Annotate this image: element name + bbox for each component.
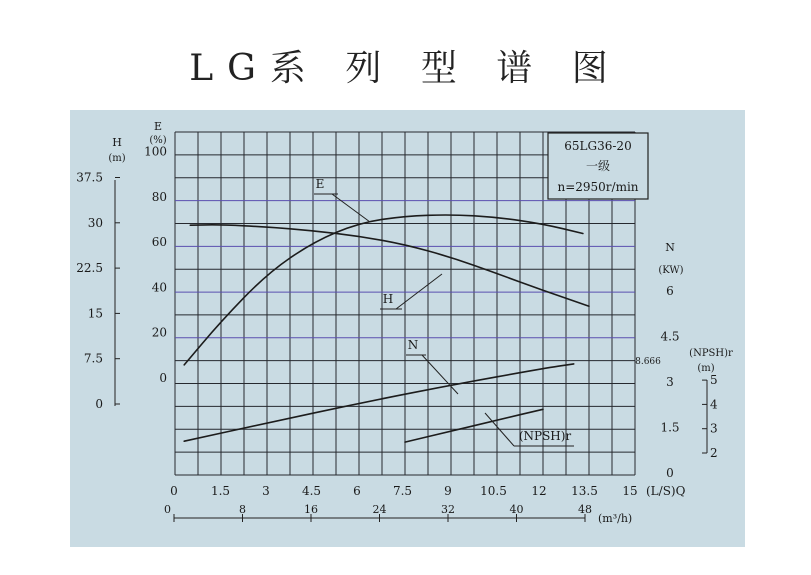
curve-label-e: E bbox=[315, 177, 325, 191]
npsh-axis-label: (NPSH)r bbox=[689, 348, 733, 359]
h-axis-label: H bbox=[112, 136, 122, 149]
n-axis-tick-label: 1.5 bbox=[660, 420, 680, 435]
curve-label-npsh: (NPSH)r bbox=[518, 429, 572, 443]
n-axis-tick-label: 3 bbox=[666, 375, 674, 390]
e-axis-tick-label: 40 bbox=[151, 280, 167, 295]
page-title: LG系 列 型 谱 图 bbox=[189, 48, 622, 89]
m3h-axis-tick-label: 48 bbox=[578, 503, 592, 516]
q-axis-tick-label: 4.5 bbox=[301, 484, 322, 498]
m3h-axis-tick-label: 16 bbox=[304, 503, 318, 516]
stage-label: 一级 bbox=[585, 159, 611, 173]
e-axis-label: E bbox=[153, 120, 163, 133]
info-box bbox=[548, 133, 648, 199]
npsh-axis-tick-label: 4 bbox=[710, 397, 718, 412]
h-axis-tick-label: 0 bbox=[95, 397, 103, 411]
curve-leader-e bbox=[332, 194, 370, 222]
e-axis-tick-label: 100 bbox=[144, 144, 167, 159]
q-axis-tick-label: 13.5 bbox=[571, 484, 598, 498]
h-axis-tick-label: 30 bbox=[87, 215, 103, 230]
q-axis-tick-label: 3 bbox=[262, 484, 270, 498]
n-axis-tick-label: 6 bbox=[666, 284, 674, 299]
q-axis-tick-label: 1.5 bbox=[210, 484, 231, 498]
e-axis-tick-label: 60 bbox=[151, 235, 167, 250]
h-axis-tick-label: 22.5 bbox=[76, 261, 103, 276]
m3h-axis-tick-label: 24 bbox=[372, 503, 387, 516]
curve-label-n: N bbox=[407, 338, 419, 352]
h-axis-tick-label: 7.5 bbox=[83, 351, 103, 366]
model-label: 65LG36-20 bbox=[564, 139, 632, 153]
q-axis-tick-label: 12 bbox=[531, 484, 547, 498]
npsh-axis-tick-label: 5 bbox=[710, 373, 718, 388]
speed-label: n=2950r/min bbox=[557, 180, 639, 194]
q-axis-tick-label: 7.5 bbox=[392, 484, 413, 498]
n-axis-tick-label: 0 bbox=[666, 466, 674, 480]
e-axis-tick-label: 80 bbox=[151, 189, 167, 204]
h-axis-tick-label: 37.5 bbox=[76, 170, 103, 185]
npsh-axis-unit: (m) bbox=[697, 363, 715, 374]
m3h-axis-tick-label: 0 bbox=[164, 503, 171, 516]
n-axis-label: N bbox=[665, 241, 675, 254]
callouts bbox=[314, 177, 574, 446]
m3h-axis-tick-label: 8 bbox=[239, 503, 246, 516]
pump-performance-chart bbox=[70, 110, 745, 547]
m3h-axis-tick-label: 40 bbox=[509, 503, 524, 516]
h-axis-unit: (m) bbox=[108, 153, 126, 164]
q-axis-tick-label: 6 bbox=[353, 484, 361, 498]
npsh-axis-tick-label: 2 bbox=[710, 446, 718, 460]
n-axis-unit: (KW) bbox=[658, 265, 684, 276]
npsh-axis-tick-label: 3 bbox=[710, 421, 718, 436]
q-axis-tick-label: 0 bbox=[170, 484, 178, 498]
q-axis-tick-label: 15 bbox=[622, 484, 638, 498]
e-axis-unit: (%) bbox=[149, 135, 167, 146]
q-axis-label: (L/S)Q bbox=[646, 484, 686, 498]
curve-label-h: H bbox=[382, 292, 394, 306]
q-axis-tick-label: 9 bbox=[444, 484, 452, 498]
m3h-axis-tick-label: 32 bbox=[441, 503, 455, 516]
e-axis-tick-label: 20 bbox=[151, 325, 167, 340]
curve-leader-h bbox=[396, 274, 442, 309]
n-axis-tick-label: 4.5 bbox=[660, 329, 680, 344]
e-axis-tick-label: 0 bbox=[159, 371, 167, 385]
m3h-axis-label: (m³/h) bbox=[598, 512, 633, 525]
h-axis-tick-label: 15 bbox=[87, 306, 103, 321]
curves bbox=[184, 215, 589, 442]
npsh-extra-label: 8.666 bbox=[635, 357, 661, 367]
q-axis-tick-label: 10.5 bbox=[480, 484, 507, 498]
